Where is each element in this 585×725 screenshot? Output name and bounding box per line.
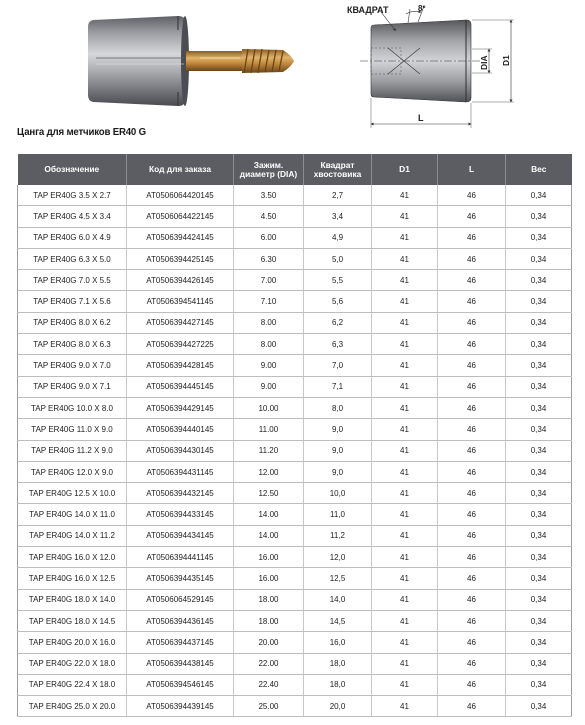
table-row (18, 568, 572, 589)
cell-designation: TAP ER40G 18.0 X 14.5 (18, 610, 127, 631)
cell-order-code: AT0506394441145 (127, 547, 234, 568)
cell-designation: TAP ER40G 20.0 X 16.0 (18, 632, 127, 653)
cell-l: 46 (438, 248, 506, 269)
cell-weight: 0,34 (506, 568, 572, 589)
header-l: L (438, 154, 506, 185)
cell-weight: 0,34 (506, 504, 572, 525)
cell-shank-square: 14,0 (304, 589, 372, 610)
cell-clamp-diameter: 7.00 (234, 270, 304, 291)
cell-order-code: AT0506394425145 (127, 248, 234, 269)
cell-weight: 0,34 (506, 206, 572, 227)
cell-d1: 41 (372, 632, 438, 653)
cell-weight: 0,34 (506, 312, 572, 333)
cell-designation: TAP ER40G 7.1 X 5.6 (18, 291, 127, 312)
cell-clamp-diameter: 14.00 (234, 525, 304, 546)
d1-label: D1 (501, 55, 511, 66)
cell-d1: 41 (372, 334, 438, 355)
table-row (18, 632, 572, 653)
cell-weight: 0,34 (506, 227, 572, 248)
cell-clamp-diameter: 16.00 (234, 547, 304, 568)
cell-designation: TAP ER40G 16.0 X 12.5 (18, 568, 127, 589)
cell-d1: 41 (372, 440, 438, 461)
table-row (18, 547, 572, 568)
cell-shank-square: 12,5 (304, 568, 372, 589)
table-row (18, 504, 572, 525)
header-clamp-diameter: Зажим. диаметр (DIA) (234, 154, 304, 185)
cell-order-code: AT0506394431145 (127, 461, 234, 482)
cell-d1: 41 (372, 568, 438, 589)
cell-order-code: AT0506394426145 (127, 270, 234, 291)
cell-order-code: AT0506394541145 (127, 291, 234, 312)
cell-weight: 0,34 (506, 610, 572, 631)
cell-weight: 0,34 (506, 547, 572, 568)
cell-l: 46 (438, 312, 506, 333)
header-designation: Обозначение (18, 154, 127, 185)
table-caption: Цанга для метчиков ER40 G (17, 126, 146, 138)
table-header-row (18, 154, 572, 185)
cell-designation: TAP ER40G 14.0 X 11.0 (18, 504, 127, 525)
cell-d1: 41 (372, 248, 438, 269)
cell-order-code: AT0506064420145 (127, 185, 234, 206)
cell-order-code: AT0506394435145 (127, 568, 234, 589)
cell-l: 46 (438, 632, 506, 653)
cell-order-code: AT0506394427225 (127, 334, 234, 355)
cell-d1: 41 (372, 610, 438, 631)
cell-order-code: AT0506064529145 (127, 589, 234, 610)
cell-weight: 0,34 (506, 696, 572, 717)
cell-designation: TAP ER40G 8.0 X 6.3 (18, 334, 127, 355)
cell-clamp-diameter: 3.50 (234, 185, 304, 206)
cell-designation: TAP ER40G 8.0 X 6.2 (18, 312, 127, 333)
collet-drawing (360, 6, 514, 128)
cell-designation: TAP ER40G 4.5 X 3.4 (18, 206, 127, 227)
cell-d1: 41 (372, 270, 438, 291)
cell-d1: 41 (372, 419, 438, 440)
cell-shank-square: 3,4 (304, 206, 372, 227)
cell-designation: TAP ER40G 25.0 X 20.0 (18, 696, 127, 717)
cell-designation: TAP ER40G 12.0 X 9.0 (18, 461, 127, 482)
cell-clamp-diameter: 6.30 (234, 248, 304, 269)
cell-clamp-diameter: 25.00 (234, 696, 304, 717)
cell-order-code: AT0506394445145 (127, 376, 234, 397)
cell-clamp-diameter: 12.50 (234, 483, 304, 504)
cell-l: 46 (438, 397, 506, 418)
cell-shank-square: 5,6 (304, 291, 372, 312)
cell-shank-square: 10,0 (304, 483, 372, 504)
square-label: КВАДРАТ (347, 5, 389, 15)
cell-l: 46 (438, 355, 506, 376)
spec-table (17, 154, 572, 717)
cell-l: 46 (438, 227, 506, 248)
cell-shank-square: 11,2 (304, 525, 372, 546)
tap-photo (186, 49, 294, 73)
table-row (18, 355, 572, 376)
cell-clamp-diameter: 10.00 (234, 397, 304, 418)
cell-l: 46 (438, 206, 506, 227)
cell-order-code: AT0506394436145 (127, 610, 234, 631)
cell-order-code: AT0506394434145 (127, 525, 234, 546)
cell-order-code: AT0506394439145 (127, 696, 234, 717)
header-shank-square: Квадрат хвостовика (304, 154, 372, 185)
cell-order-code: AT0506394437145 (127, 632, 234, 653)
cell-weight: 0,34 (506, 376, 572, 397)
cell-clamp-diameter: 7.10 (234, 291, 304, 312)
table-row (18, 674, 572, 695)
cell-l: 46 (438, 461, 506, 482)
cell-weight: 0,34 (506, 270, 572, 291)
cell-l: 46 (438, 525, 506, 546)
table-row (18, 461, 572, 482)
cell-l: 46 (438, 547, 506, 568)
cell-weight: 0,34 (506, 185, 572, 206)
cell-clamp-diameter: 14.00 (234, 504, 304, 525)
cell-designation: TAP ER40G 7.0 X 5.5 (18, 270, 127, 291)
cell-shank-square: 14,5 (304, 610, 372, 631)
table-row (18, 419, 572, 440)
cell-designation: TAP ER40G 10.0 X 8.0 (18, 397, 127, 418)
cell-shank-square: 6,3 (304, 334, 372, 355)
table-row (18, 185, 572, 206)
cell-weight: 0,34 (506, 632, 572, 653)
cell-d1: 41 (372, 206, 438, 227)
cell-shank-square: 9,0 (304, 461, 372, 482)
table-row (18, 376, 572, 397)
cell-shank-square: 2,7 (304, 185, 372, 206)
cell-designation: TAP ER40G 16.0 X 12.0 (18, 547, 127, 568)
cell-clamp-diameter: 4.50 (234, 206, 304, 227)
cell-designation: TAP ER40G 9.0 X 7.1 (18, 376, 127, 397)
cell-shank-square: 6,2 (304, 312, 372, 333)
table-row (18, 525, 572, 546)
table-row (18, 696, 572, 717)
cell-weight: 0,34 (506, 461, 572, 482)
cell-shank-square: 5,0 (304, 248, 372, 269)
cell-clamp-diameter: 11.20 (234, 440, 304, 461)
cell-designation: TAP ER40G 22.0 X 18.0 (18, 653, 127, 674)
cell-weight: 0,34 (506, 248, 572, 269)
header-weight: Вес (506, 154, 572, 185)
cell-l: 46 (438, 568, 506, 589)
cell-clamp-diameter: 18.00 (234, 589, 304, 610)
cell-clamp-diameter: 20.00 (234, 632, 304, 653)
cell-order-code: AT0506394429145 (127, 397, 234, 418)
cell-shank-square: 11,0 (304, 504, 372, 525)
cell-l: 46 (438, 376, 506, 397)
cell-l: 46 (438, 270, 506, 291)
table-row (18, 227, 572, 248)
cell-clamp-diameter: 22.40 (234, 674, 304, 695)
cell-order-code: AT0506394430145 (127, 440, 234, 461)
header-d1: D1 (372, 154, 438, 185)
cell-d1: 41 (372, 696, 438, 717)
cell-d1: 41 (372, 291, 438, 312)
dia-label: DIA (479, 55, 489, 70)
cell-clamp-diameter: 11.00 (234, 419, 304, 440)
cell-order-code: AT0506394432145 (127, 483, 234, 504)
cell-shank-square: 9,0 (304, 419, 372, 440)
cell-weight: 0,34 (506, 653, 572, 674)
cell-order-code: AT0506394438145 (127, 653, 234, 674)
cell-shank-square: 18,0 (304, 674, 372, 695)
cell-shank-square: 8,0 (304, 397, 372, 418)
cell-weight: 0,34 (506, 397, 572, 418)
cell-weight: 0,34 (506, 355, 572, 376)
table-row (18, 334, 572, 355)
cell-shank-square: 9,0 (304, 440, 372, 461)
cell-l: 46 (438, 291, 506, 312)
collet-photo (88, 16, 189, 106)
table-row (18, 248, 572, 269)
cell-designation: TAP ER40G 3.5 X 2.7 (18, 185, 127, 206)
table-row (18, 440, 572, 461)
cell-l: 46 (438, 504, 506, 525)
cell-shank-square: 18,0 (304, 653, 372, 674)
product-illustration (0, 0, 585, 130)
table-row (18, 483, 572, 504)
cell-designation: TAP ER40G 6.0 X 4.9 (18, 227, 127, 248)
cell-d1: 41 (372, 504, 438, 525)
cell-l: 46 (438, 440, 506, 461)
cell-d1: 41 (372, 483, 438, 504)
l-label: L (418, 113, 424, 123)
cell-order-code: AT0506394427145 (127, 312, 234, 333)
cell-clamp-diameter: 18.00 (234, 610, 304, 631)
cell-designation: TAP ER40G 11.2 X 9.0 (18, 440, 127, 461)
table-row (18, 206, 572, 227)
cell-l: 46 (438, 334, 506, 355)
table-row (18, 653, 572, 674)
cell-clamp-diameter: 8.00 (234, 312, 304, 333)
cell-designation: TAP ER40G 11.0 X 9.0 (18, 419, 127, 440)
cell-designation: TAP ER40G 12.5 X 10.0 (18, 483, 127, 504)
cell-d1: 41 (372, 525, 438, 546)
cell-l: 46 (438, 419, 506, 440)
cell-d1: 41 (372, 547, 438, 568)
cell-d1: 41 (372, 674, 438, 695)
cell-l: 46 (438, 185, 506, 206)
cell-designation: TAP ER40G 14.0 X 11.2 (18, 525, 127, 546)
cell-l: 46 (438, 610, 506, 631)
cell-order-code: AT0506394428145 (127, 355, 234, 376)
cell-shank-square: 16,0 (304, 632, 372, 653)
cell-shank-square: 7,1 (304, 376, 372, 397)
cell-designation: TAP ER40G 6.3 X 5.0 (18, 248, 127, 269)
cell-d1: 41 (372, 589, 438, 610)
cell-shank-square: 12,0 (304, 547, 372, 568)
cell-clamp-diameter: 8.00 (234, 334, 304, 355)
cell-clamp-diameter: 12.00 (234, 461, 304, 482)
cell-d1: 41 (372, 653, 438, 674)
table-row (18, 610, 572, 631)
cell-d1: 41 (372, 185, 438, 206)
cell-d1: 41 (372, 227, 438, 248)
cell-l: 46 (438, 653, 506, 674)
cell-l: 46 (438, 589, 506, 610)
table-row (18, 270, 572, 291)
table-row (18, 397, 572, 418)
cell-clamp-diameter: 16.00 (234, 568, 304, 589)
cell-order-code: AT0506394440145 (127, 419, 234, 440)
cell-weight: 0,34 (506, 483, 572, 504)
cell-order-code: AT0506064422145 (127, 206, 234, 227)
cell-d1: 41 (372, 461, 438, 482)
cell-shank-square: 7,0 (304, 355, 372, 376)
cell-designation: TAP ER40G 18.0 X 14.0 (18, 589, 127, 610)
cell-order-code: AT0506394546145 (127, 674, 234, 695)
cell-weight: 0,34 (506, 440, 572, 461)
cell-d1: 41 (372, 312, 438, 333)
cell-l: 46 (438, 483, 506, 504)
cell-weight: 0,34 (506, 419, 572, 440)
cell-weight: 0,34 (506, 291, 572, 312)
cell-designation: TAP ER40G 22.4 X 18.0 (18, 674, 127, 695)
table-row (18, 291, 572, 312)
cell-weight: 0,34 (506, 589, 572, 610)
cell-weight: 0,34 (506, 525, 572, 546)
cell-weight: 0,34 (506, 334, 572, 355)
cell-shank-square: 5,5 (304, 270, 372, 291)
cell-clamp-diameter: 6.00 (234, 227, 304, 248)
cell-designation: TAP ER40G 9.0 X 7.0 (18, 355, 127, 376)
cell-l: 46 (438, 696, 506, 717)
cell-shank-square: 20,0 (304, 696, 372, 717)
cell-clamp-diameter: 9.00 (234, 376, 304, 397)
table-row (18, 589, 572, 610)
angle-label: 8º (418, 4, 426, 13)
cell-order-code: AT0506394424145 (127, 227, 234, 248)
header-order-code: Код для заказа (127, 154, 234, 185)
cell-d1: 41 (372, 355, 438, 376)
cell-order-code: AT0506394433145 (127, 504, 234, 525)
cell-l: 46 (438, 674, 506, 695)
cell-weight: 0,34 (506, 674, 572, 695)
cell-shank-square: 4,9 (304, 227, 372, 248)
cell-clamp-diameter: 22.00 (234, 653, 304, 674)
cell-d1: 41 (372, 397, 438, 418)
table-row (18, 312, 572, 333)
cell-d1: 41 (372, 376, 438, 397)
cell-clamp-diameter: 9.00 (234, 355, 304, 376)
